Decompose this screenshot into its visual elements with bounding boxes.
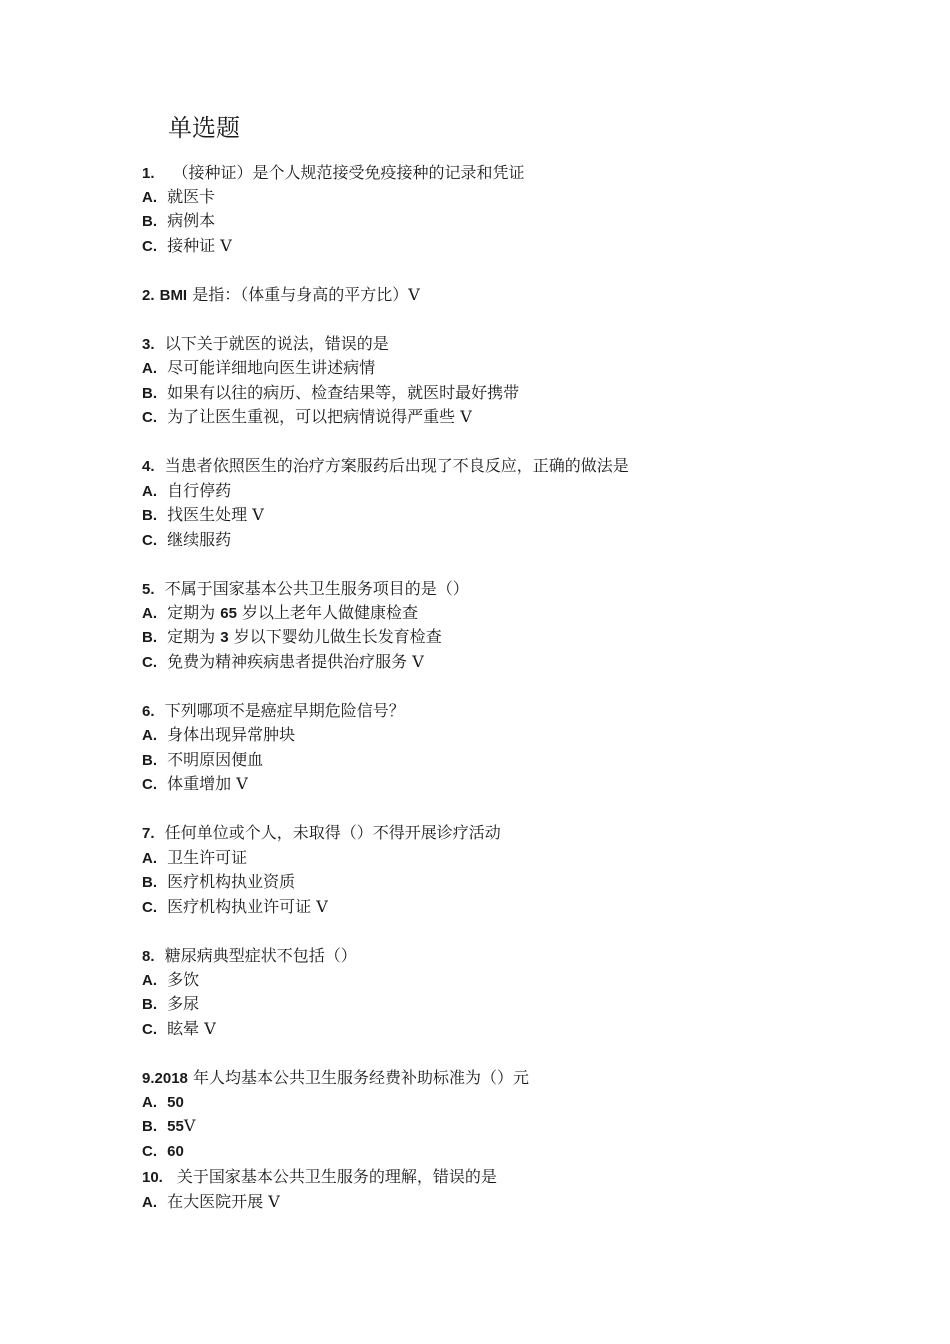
question-text: 当患者依照医生的治疗方案服药后出现了不良反应，正确的做法是 <box>164 456 629 475</box>
option-4-a: A. 自行停药 <box>142 481 232 500</box>
question-number: 1. <box>142 165 155 182</box>
option-7-a: A. 卫生许可证 <box>142 848 248 867</box>
question-9 <box>142 1067 529 1090</box>
question-10 <box>142 1166 497 1189</box>
question-text: （接种证）是个人规范接受免疫接种的记录和凭证 <box>172 163 525 182</box>
option-6-a: A. 身体出现异常肿块 <box>142 725 296 744</box>
question-8 <box>142 945 357 968</box>
question-3 <box>142 333 389 356</box>
question-text: 下列哪项不是癌症早期危险信号？ <box>164 701 405 720</box>
question-text: 以下关于就医的说法，错误的是 <box>164 334 389 353</box>
option-8-b: B. 多尿 <box>142 994 200 1013</box>
question-text: 糖尿病典型症状不包括（） <box>164 946 357 965</box>
page-title: 单选题 <box>168 114 240 142</box>
question-5 <box>142 578 469 601</box>
option-5-c: C. 免费为精神疾病患者提供治疗服务 V <box>142 652 424 671</box>
option-1-a: A. 就医卡 <box>142 187 216 206</box>
question-number: 4. <box>142 458 155 475</box>
question-7 <box>142 822 501 845</box>
option-1-c: C. 接种证 V <box>142 236 232 255</box>
option-7-b: B. 医疗机构执业资质 <box>142 872 296 891</box>
question-number: 10. <box>142 1169 163 1186</box>
option-3-b: B. 如果有以往的病历、检查结果等，就医时最好携带 <box>142 383 520 402</box>
question-text: 年人均基本公共卫生服务经费补助标准为（）元 <box>187 1068 529 1087</box>
question-number: 9.2018 <box>142 1070 188 1087</box>
question-4 <box>142 455 629 478</box>
question-number: 8. <box>142 948 155 965</box>
option-8-a: A. 多饮 <box>142 970 200 989</box>
question-number: 2. <box>142 287 155 304</box>
option-8-c: C. 眩晕 V <box>142 1019 216 1038</box>
question-number: 5. <box>142 581 155 598</box>
option-5-b: B. 定期为 3 岁以下婴幼儿做生长发育检查 <box>142 627 442 646</box>
question-6 <box>142 700 405 723</box>
option-6-b: B. 不明原因便血 <box>142 750 264 769</box>
option-5-a: A. 定期为 65 岁以上老年人做健康检查 <box>142 603 419 622</box>
option-3-a: A. 尽可能详细地向医生讲述病情 <box>142 358 376 377</box>
question-number: 6. <box>142 703 155 720</box>
option-9-c: C. 60 <box>142 1143 184 1160</box>
option-6-c: C. 体重增加 V <box>142 774 248 793</box>
option-4-b: B. 找医生处理 V <box>142 505 264 524</box>
question-number: 3. <box>142 336 155 353</box>
option-10-a: A. 在大医院开展 V <box>142 1192 280 1211</box>
question-number: 7. <box>142 825 155 842</box>
question-text: 关于国家基本公共卫生服务的理解，错误的是 <box>176 1167 497 1186</box>
option-3-c: C. 为了让医生重视，可以把病情说得严重些 V <box>142 407 472 426</box>
question-1 <box>142 162 525 185</box>
question-text: 是指：（体重与身高的平方比）V <box>187 285 420 304</box>
option-4-c: C. 继续服药 <box>142 530 232 549</box>
question-2: 2. BMI 是指：（体重与身高的平方比）V <box>142 285 420 304</box>
option-1-b: B. 病例本 <box>142 211 216 230</box>
question-text: 不属于国家基本公共卫生服务项目的是（） <box>164 579 469 598</box>
option-7-c: C. 医疗机构执业许可证 V <box>142 897 328 916</box>
option-9-b: B. 55V <box>142 1116 196 1135</box>
question-text: 任何单位或个人，未取得（）不得开展诊疗活动 <box>164 823 501 842</box>
option-9-a: A. 50 <box>142 1094 184 1111</box>
